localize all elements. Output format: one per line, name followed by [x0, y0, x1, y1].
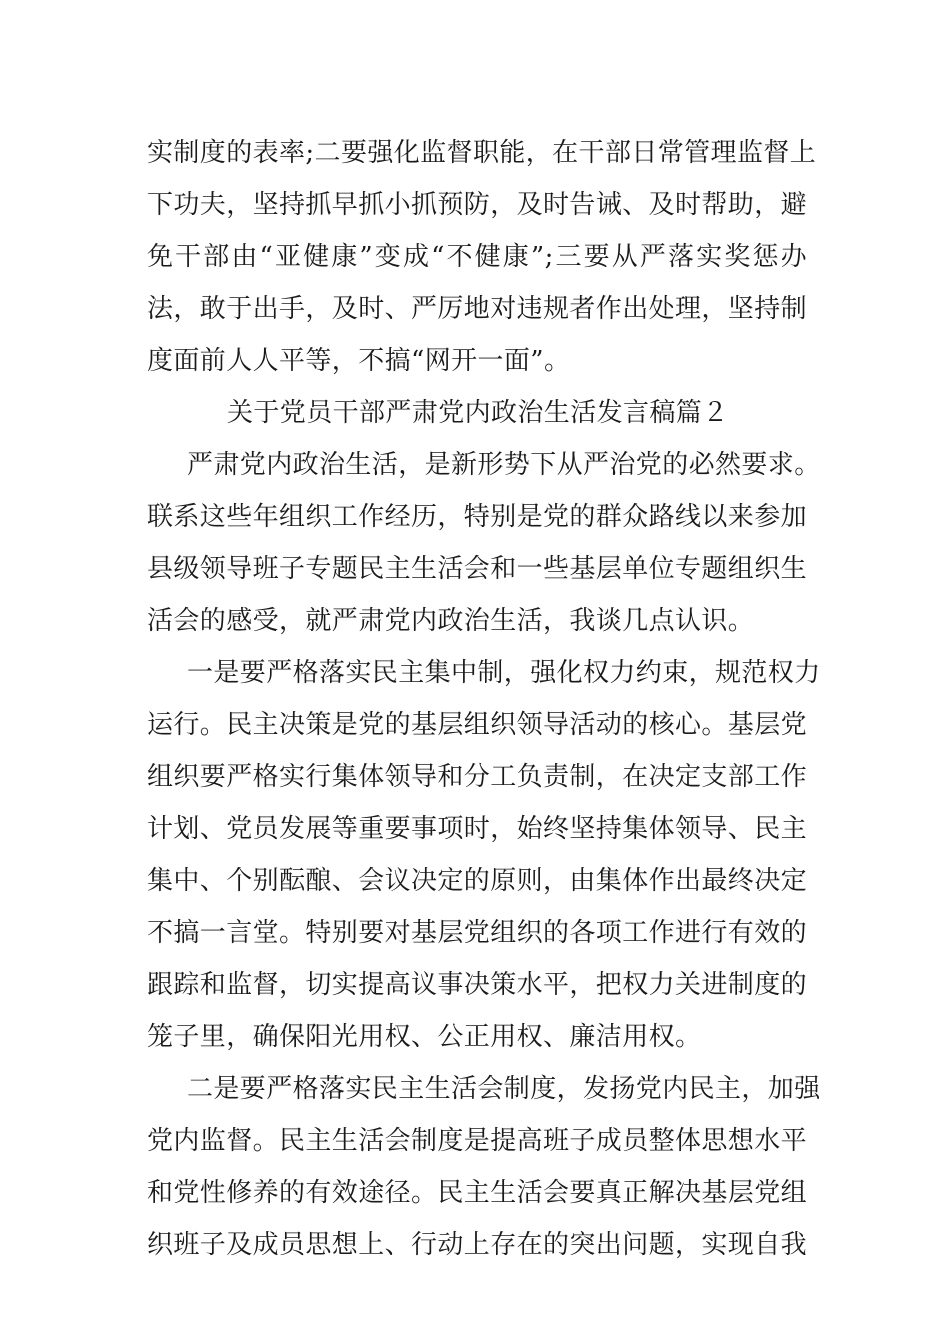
- text-line: 不搞一言堂。特别要对基层党组织的各项工作进行有效的: [147, 918, 808, 948]
- text-line: 笼子里，确保阳光用权、公正用权、廉洁用权。: [147, 1022, 702, 1052]
- text-line: 活会的感受，就严肃党内政治生活，我谈几点认识。: [147, 606, 755, 636]
- paragraph-point-two: [147, 1063, 821, 1271]
- text-line: 免干部由“亚健康”变成“不健康”;三要从严落实奖惩办: [147, 242, 807, 272]
- text-line: 二是要严格落实民主生活会制度，发扬党内民主，加强: [187, 1074, 821, 1104]
- text-line: 党内监督。民主生活会制度是提高班子成员整体思想水平: [147, 1126, 808, 1156]
- text-line: 计划、党员发展等重要事项时，始终坚持集体领导、民主: [147, 814, 808, 844]
- previous-paragraph: [147, 127, 817, 387]
- section-title: 关于党员干部严肃党内政治生活发言稿篇２: [227, 398, 729, 428]
- text-line: 运行。民主决策是党的基层组织领导活动的核心。基层党: [147, 710, 808, 740]
- text-line: 实制度的表率;二要强化监督职能，在干部日常管理监督上: [147, 138, 817, 168]
- paragraph-point-one: [147, 647, 821, 1063]
- text-line: 法，敢于出手，及时、严厉地对违规者作出处理，坚持制: [147, 294, 808, 324]
- text-line: 联系这些年组织工作经历，特别是党的群众路线以来参加: [147, 502, 808, 532]
- text-line: 县级领导班子专题民主生活会和一些基层单位专题组织生: [147, 554, 808, 584]
- text-line: 下功夫，坚持抓早抓小抓预防，及时告诫、及时帮助，避: [147, 190, 808, 220]
- text-line: 织班子及成员思想上、行动上存在的突出问题，实现自我: [147, 1230, 808, 1260]
- document-body: [147, 127, 821, 1271]
- paragraph-intro: [147, 439, 821, 647]
- text-line: 一是要严格落实民主集中制，强化权力约束，规范权力: [187, 658, 821, 688]
- text-line: 度面前人人平等，不搞“网开一面”。: [147, 346, 571, 376]
- text-line: 跟踪和监督，切实提高议事决策水平，把权力关进制度的: [147, 970, 808, 1000]
- text-line: 和党性修养的有效途径。民主生活会要真正解决基层党组: [147, 1178, 808, 1208]
- text-line: 严肃党内政治生活，是新形势下从严治党的必然要求。: [187, 450, 821, 480]
- text-line: 组织要严格实行集体领导和分工负责制，在决定支部工作: [147, 762, 808, 792]
- text-line: 集中、个别酝酿、会议决定的原则，由集体作出最终决定: [147, 866, 808, 896]
